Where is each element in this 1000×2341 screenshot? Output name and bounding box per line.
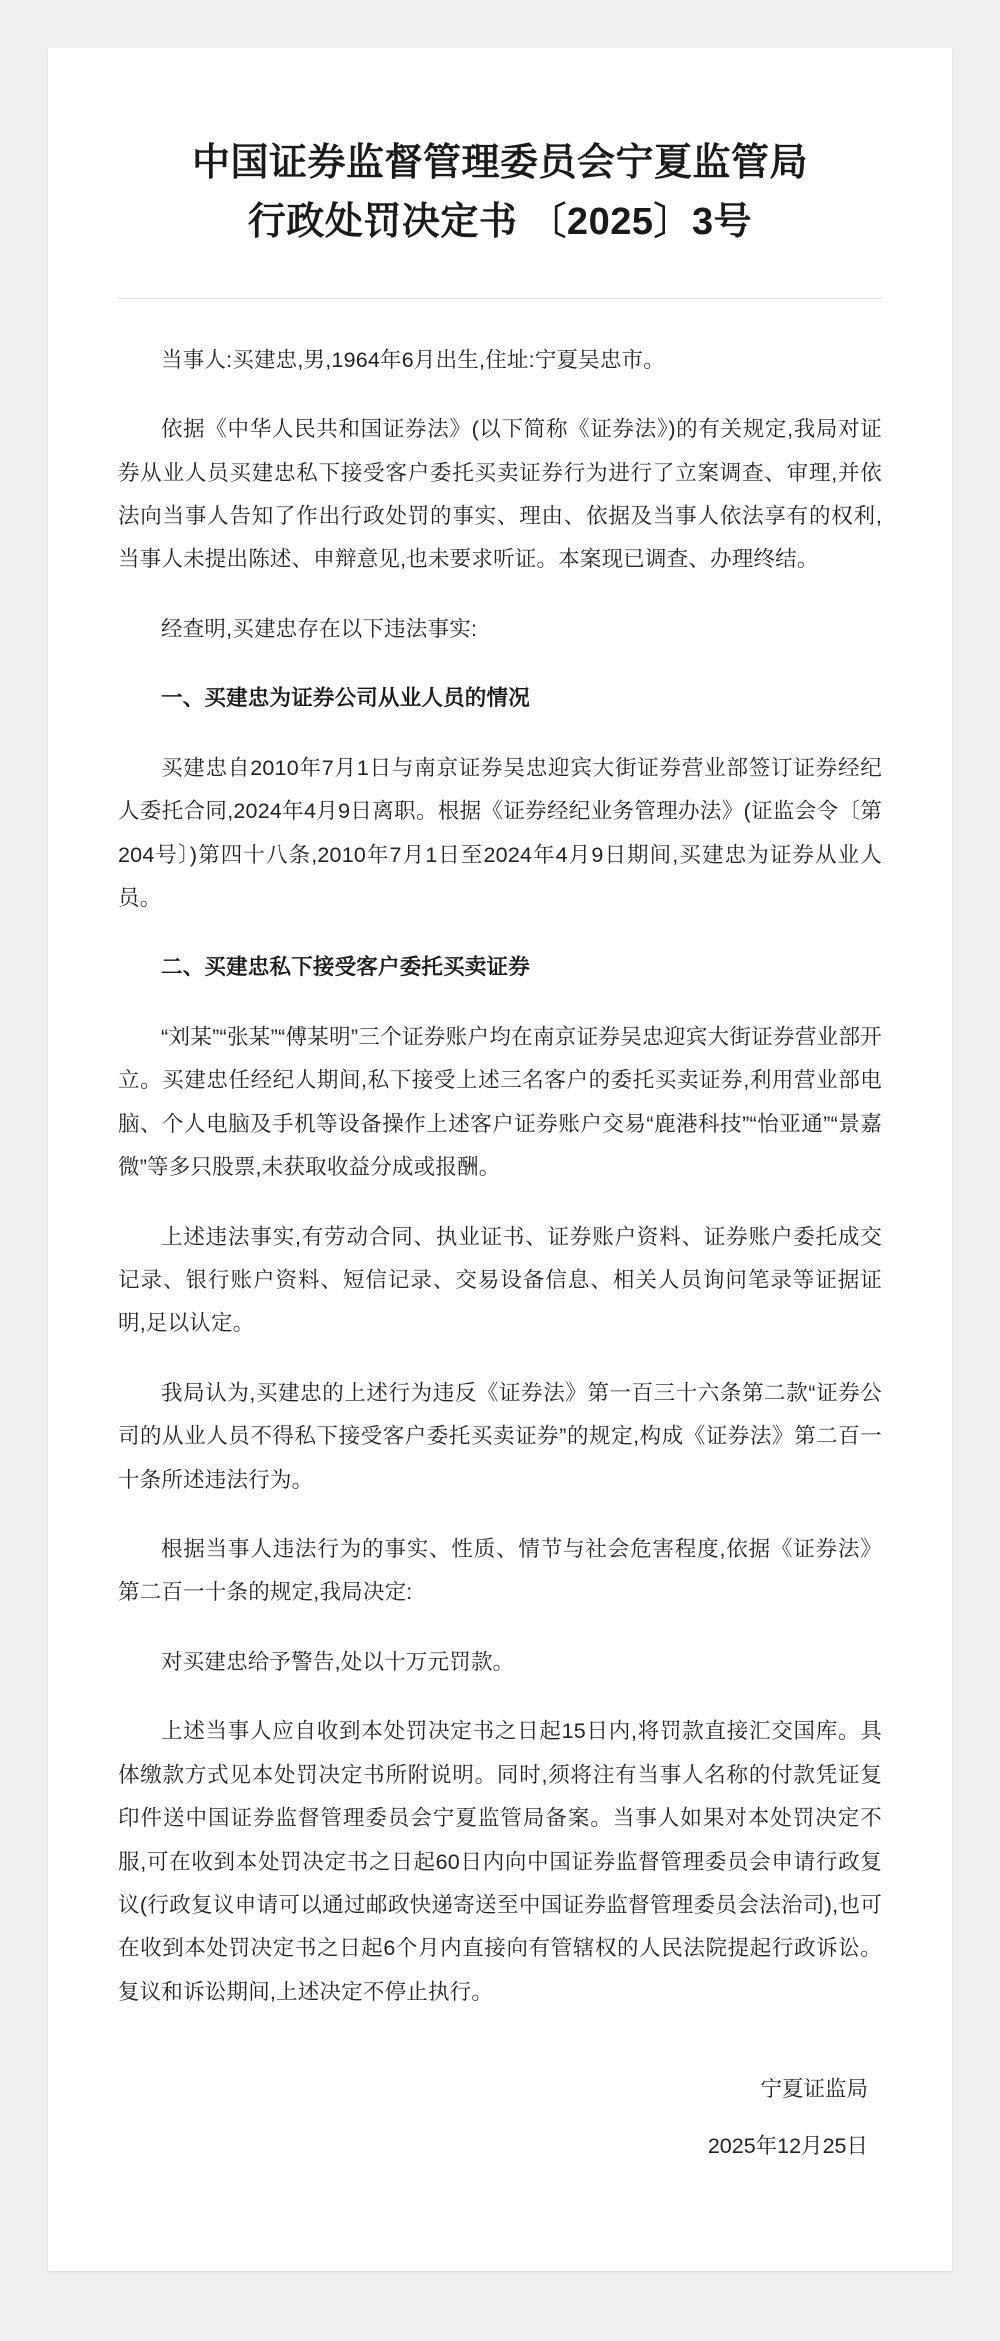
body-paragraph: 上述当事人应自收到本处罚决定书之日起15日内,将罚款直接汇交国库。具体缴款方式见本处罚决定书所附说明。同时,须将注有当事人名称的付款凭证复印件送中国证券监督管理委员会宁夏监管局备案。当事人如果对本处罚决定不服,可在收到本处罚决定书之日起60日内向中国证券监督管理委员会申请行政复议(行政复议申请可以通过邮政快递寄送至中国证券监督管理委员会法治司),也可在收到本处罚决定书之日起6个月内直接向有管辖权的人民法院提起行政诉讼。复议和诉讼期间,上述决定不停止执行。 (118, 1719, 882, 2004)
body-paragraph: 经查明,买建忠存在以下违法事实: (161, 616, 478, 641)
document-sheet (48, 48, 952, 2271)
body-paragraph: “刘某”“张某”“傅某明”三个证券账户均在南京证券吴忠迎宾大街证券营业部开立。买建忠任经纪人期间,私下接受上述三名客户的委托买卖证券,利用营业部电脑、个人电脑及手机等设备操作上述客户证券账户交易“鹿港科技”“怡亚通”“景嘉微”等多只股票,未获取收益分成或报酬。 (118, 1024, 882, 1180)
body-paragraph: 买建忠自2010年7月1日与南京证券吴忠迎宾大街证券营业部签订证券经纪人委托合同,2024年4月9日离职。根据《证券经纪业务管理办法》(证监会令〔第204号〕)第四十八条,2010年7月1日至2024年4月9日期间,买建忠为证券从业人员。 (118, 755, 882, 910)
section-heading: 一、买建忠为证券公司从业人员的情况 (161, 686, 530, 711)
body-paragraph: 根据当事人违法行为的事实、性质、情节与社会危害程度,依据《证券法》第二百一十条的规定,我局决定: (118, 1537, 882, 1605)
body-paragraph: 对买建忠给予警告,处以十万元罚款。 (161, 1649, 515, 1674)
section-heading: 二、买建忠私下接受客户委托买卖证券 (161, 955, 530, 980)
document-body (118, 339, 882, 2015)
body-paragraph: 当事人:买建忠,男,1964年6月出生,住址:宁夏吴忠市。 (161, 347, 665, 372)
issue-date: 2025年12月25日 (707, 2134, 868, 2159)
page-title (118, 134, 882, 252)
body-paragraph: 我局认为,买建忠的上述行为违反《证券法》第一百三十六条第二款“证券公司的从业人员不得私下接受客户委托买卖证券”的规定,构成《证券法》第二百一十条所述违法行为。 (118, 1380, 882, 1492)
title-divider (118, 298, 882, 299)
issuing-authority: 宁夏证监局 (760, 2077, 868, 2102)
signature-block (118, 2068, 882, 2168)
body-paragraph: 上述违法事实,有劳动合同、执业证书、证券账户资料、证券账户委托成交记录、银行账户资料、短信记录、交易设备信息、相关人员询问笔录等证据证明,足以认定。 (118, 1224, 882, 1336)
title-line-2: 行政处罚决定书 〔2025〕3号 (247, 200, 753, 243)
title-line-1: 中国证券监督管理委员会宁夏监管局 (191, 142, 808, 184)
body-paragraph: 依据《中华人民共和国证券法》(以下简称《证券法》)的有关规定,我局对证券从业人员买建忠私下接受客户委托买卖证券行为进行了立案调查、审理,并依法向当事人告知了作出行政处罚的事实、理由、依据及当事人依法享有的权利,当事人未提出陈述、申辩意见,也未要求听证。本案现已调查、办理终结。 (118, 417, 882, 572)
